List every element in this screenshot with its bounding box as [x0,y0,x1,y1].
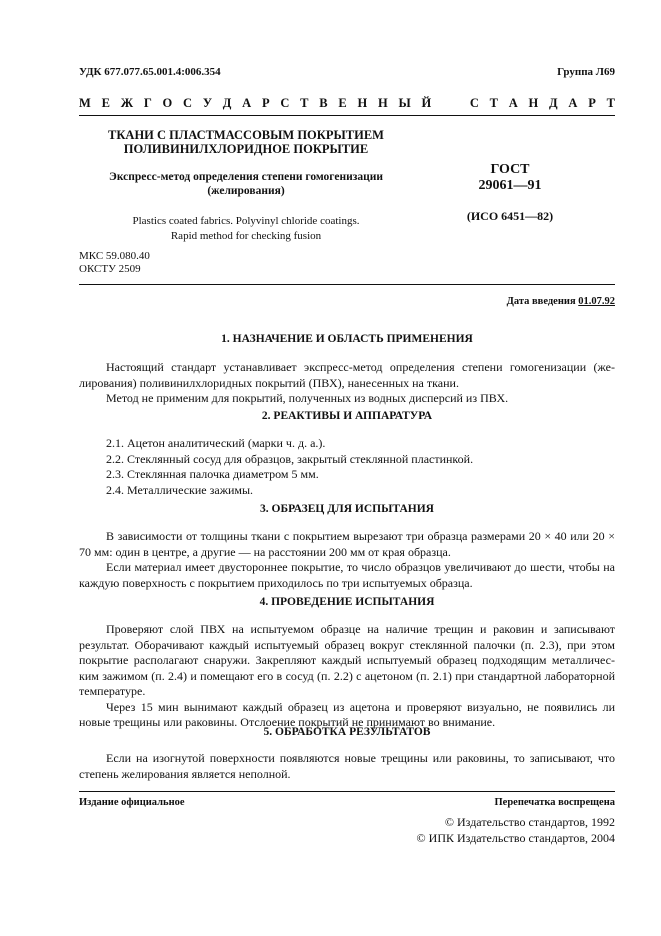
title-block [100,128,392,244]
banner-letter: С [280,96,290,110]
section-4-paragraph-2: Через 15 мин вынимают каждый образец из ацетона и проверяют визуально, не появились ли новые трещины или раковины. Отслоение покрытий не принимают во внимание. [79,699,615,729]
section-3-body [79,529,615,591]
banner-letter [442,96,445,111]
list-item: 2.4. Металлические зажимы. [106,482,254,497]
english-title-line-2: Rapid method for checking fusion [170,230,322,242]
banner-letter: Т [489,96,498,110]
official-edition-label: Издание официальное [79,797,185,808]
group-code: Группа Л69 [557,66,615,78]
section-4-body [79,622,615,731]
copyright-block [417,815,615,846]
section-5-title: 5. ОБРАБОТКА РЕЗУЛЬТАТОВ [263,726,431,738]
section-2-title: 2. РЕАКТИВЫ И АППАРАТУРА [261,410,433,422]
title-line-2: ПОЛИВИНИЛХЛОРИДНОЕ ПОКРЫТИЕ [123,142,369,156]
banner-letter: С [469,96,479,110]
section-5-paragraph-1: Если на изогнутой поверхности появляются новые трещины или раковины, то записывают, что степень желирования является неполной. [79,751,615,781]
banner-letter: Н [378,96,388,110]
introduction-date-value: 01.07.92 [578,296,615,307]
section-5-body [79,751,615,782]
banner-letter: Д [222,96,232,110]
section-3-title: 3. ОБРАЗЕЦ ДЛЯ ИСПЫТАНИЯ [260,503,434,515]
banner-letter: Д [549,96,558,110]
banner-letter: А [568,96,578,110]
banner-letter: Н [357,96,368,110]
section-1-body [79,360,615,407]
header-rule [79,115,615,116]
list-item: 2.3. Стеклянная палочка диаметром 5 мм. [106,467,319,481]
section-1-title: 1. НАЗНАЧЕНИЕ И ОБЛАСТЬ ПРИМЕНЕНИЯ [221,333,473,345]
banner-letter: Т [300,96,309,110]
banner-letter: Т [606,96,615,110]
gost-designation [455,162,565,194]
footer-rule [79,791,615,792]
okstu-code: ОКСТУ 2509 [79,263,141,275]
section-4-title: 4. ПРОВЕДЕНИЕ ИСПЫТАНИЯ [259,596,435,608]
banner-letter: А [242,96,252,110]
banner-letter: Е [101,96,110,110]
banner-letter: Р [588,96,596,110]
banner-letter: А [508,96,518,110]
banner-letter: С [183,96,193,110]
gost-label: ГОСТ [490,162,530,177]
section-3-paragraph-1: В зависимости от толщины ткани с покрытием вырезают три образца размерами 20 × 40 или 20 × 70 мм: один в центре, а другие — на расстоянии 200 мм от края образца. [79,529,615,559]
banner-letter: М [79,96,91,110]
reprint-prohibited-label: Перепечатка воспрещена [494,797,615,808]
gost-number: 29061—91 [478,178,542,193]
banner-letter: Ы [398,96,411,110]
introduction-date-label: Дата введения [506,296,576,307]
codes-rule [79,284,615,285]
introduction-date [507,296,615,307]
banner-letter: У [202,96,213,110]
udk-code: УДК 677.077.65.001.4:006.354 [79,66,221,78]
subtitle-line-1: Экспресс-метод определения степени гомогенизации [109,171,383,183]
banner-letter: Е [338,96,347,110]
subtitle-line-2: (желирования) [207,185,285,197]
banner-letter: Ж [120,96,134,110]
list-item: 2.2. Стеклянный сосуд для образцов, закрытый стеклянной пластинкой. [106,451,474,466]
banner-letter: Р [261,96,270,110]
section-1-paragraph-1: Настоящий стандарт устанавливает экспресс-метод определения степени гомогенизации (же-лирования) поливинилхлоридных покрытий (ПВХ), нанесенных на ткани. [79,360,615,390]
list-item: 2.1. Ацетон аналитический (марки ч. д. а.). [106,436,326,450]
section-1-paragraph-2: Метод не применим для покрытий, полученных из водных дисперсий из ПВХ. [106,391,509,405]
title-line-1: ТКАНИ С ПЛАСТМАССОВЫМ ПОКРЫТИЕМ [108,128,384,142]
banner-letter: Й [421,96,432,110]
iso-reference: (ИСО 6451—82) [466,209,554,223]
banner-letter: Н [528,96,539,110]
interstate-standard-banner [79,96,615,111]
section-3-paragraph-2: Если материал имеет двустороннее покрытие, то число образцов увеличивают до шести, чтобы на каждую поверхность с покрытием приходилось по три испытуемых образца. [79,560,615,590]
banner-letter: Г [143,96,152,110]
mks-code: МКС 59.080.40 [79,250,150,262]
section-4-paragraph-1: Проверяют слой ПВХ на испытуемом образце на наличие трещин и раковин и записывают результат. Оборачивают каждый испытуемый образец вокруг стеклянной палочки (п. 2.3), при этом покрытие располагают снаружи. Закрепляют каждый испытуемый образец подходящим металличес-ким зажимом (п. 2.4) и помещают его в сосуд (п. 2.2) с ацетоном (п. 2.1) при стандартной лабораторной температуре. [79,622,615,698]
english-title-line-1: Plastics coated fabrics. Polyvinyl chloride coatings. [132,215,360,227]
section-2-list [106,436,473,498]
copyright-line-1: © Издательство стандартов, 1992 [444,815,615,829]
banner-letter [456,96,459,111]
banner-letter: В [319,96,328,110]
banner-letter: О [162,96,173,110]
classification-codes [79,250,150,276]
copyright-line-2: © ИПК Издательство стандартов, 2004 [416,830,615,845]
